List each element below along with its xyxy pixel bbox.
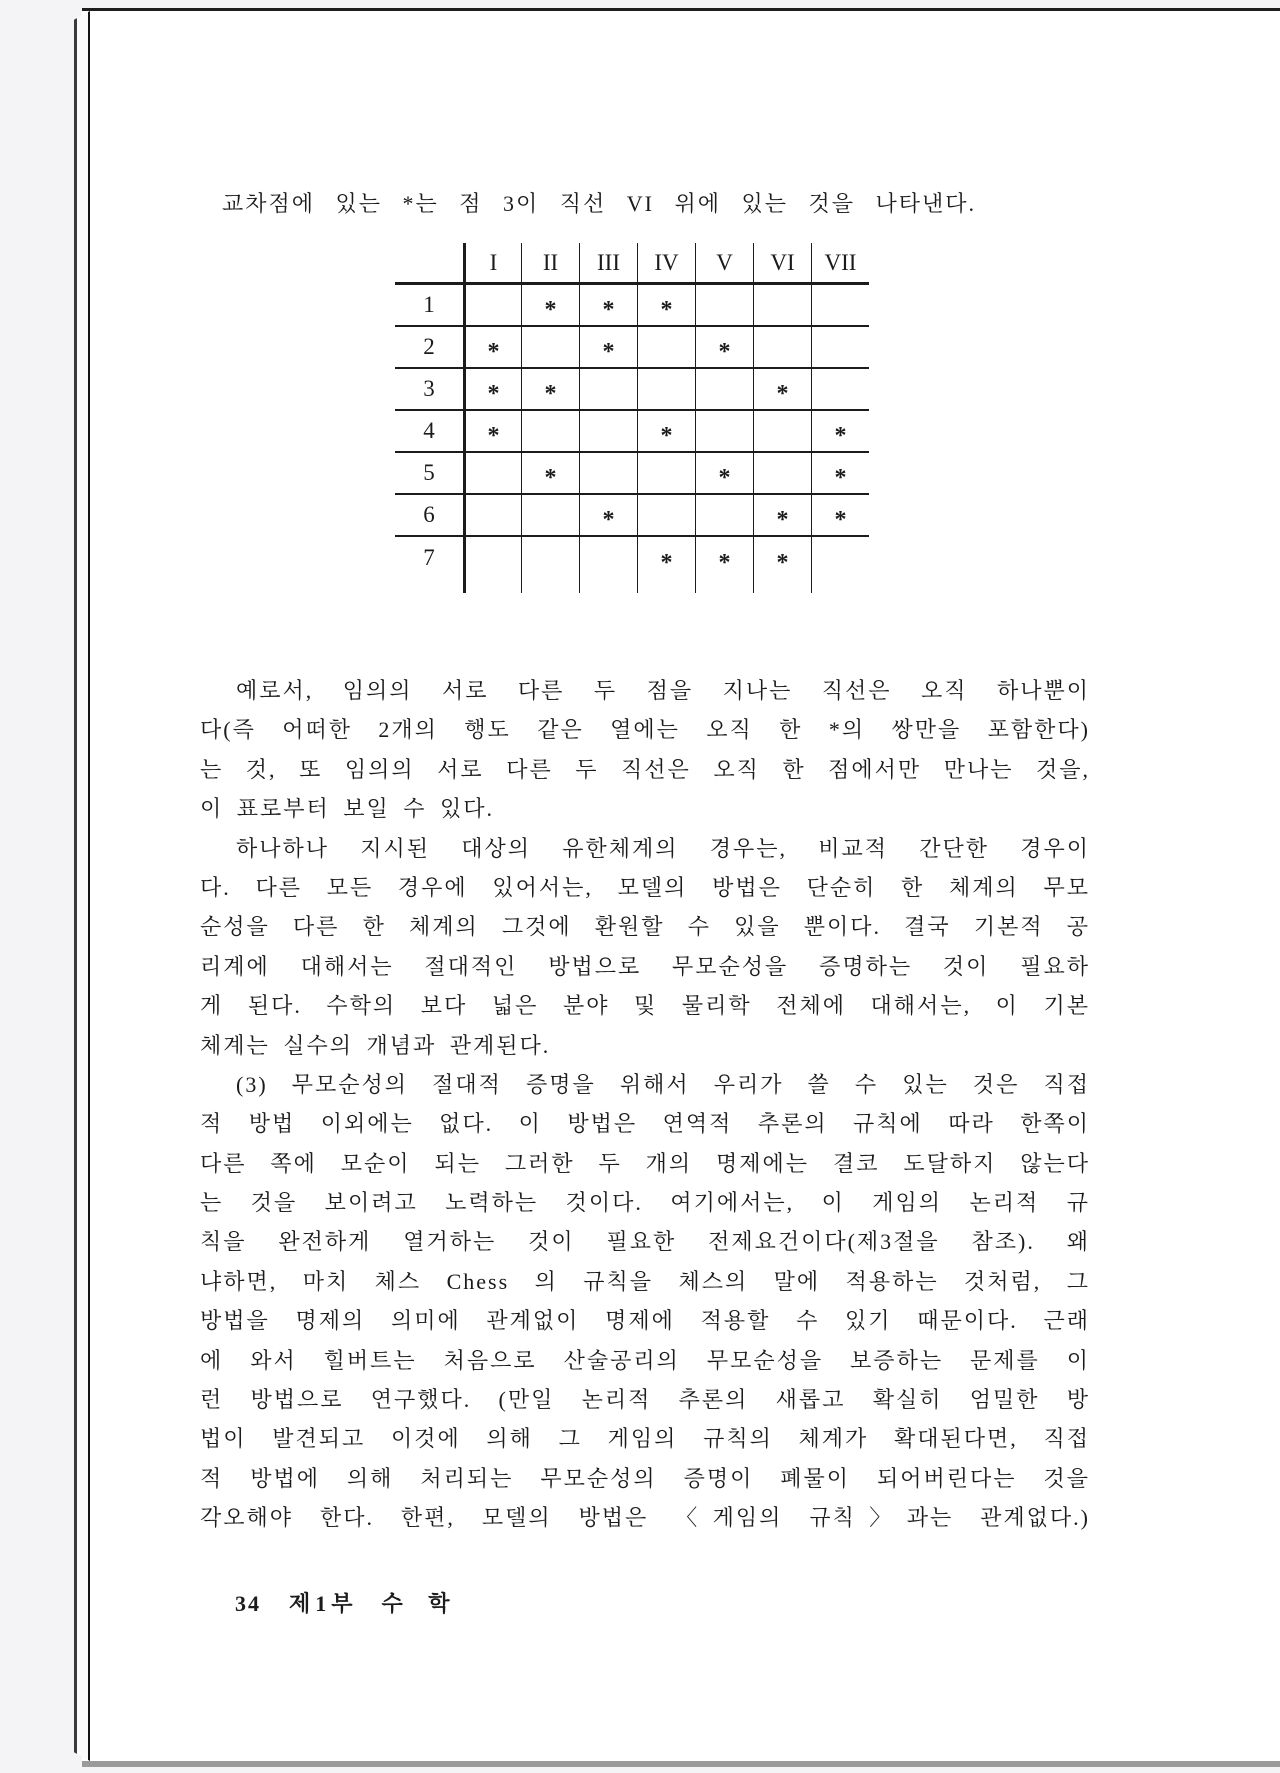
text-line: 순성을 다른 한 체계의 그것에 환원할 수 있을 뿐이다. 결국 기본적 공 [200,914,1090,940]
table-cell: * [753,369,811,411]
text-line: 적 방법 이외에는 없다. 이 방법은 연역적 추론의 규칙에 따라 한쪽이 [200,1111,1090,1137]
table-cell [521,537,579,579]
page-number: 34 [235,1591,261,1616]
table-column-header: IV [637,243,695,285]
table-row-label: 5 [395,453,463,495]
table-cell [463,285,521,327]
table-column-header: II [521,243,579,285]
text-line: 칙을 완전하게 열거하는 것이 필요한 전제요건이다(제3절을 참조). 왜 [200,1229,1090,1255]
table-cell [521,327,579,369]
table-cell [695,495,753,537]
table-cell [695,285,753,327]
table-cell: * [637,285,695,327]
table-cell [811,369,869,411]
text-line: 하나하나 지시된 대상의 유한체계의 경우는, 비교적 간단한 경우이 [236,835,1090,861]
table-rule-stub [811,579,869,593]
table-rule-stub [395,579,463,593]
body-text [200,671,1090,1538]
table-cell [753,453,811,495]
table-cell [637,453,695,495]
text-line: 법이 발견되고 이것에 의해 그 게임의 규칙의 체계가 확대된다면, 직접 [200,1426,1090,1452]
table-cell [521,495,579,537]
text-line: 체계는 실수의 개념과 관계된다. [200,1032,551,1058]
text-line: 다른 쪽에 모순이 되는 그러한 두 개의 명제에는 결코 도달하지 않는다 [200,1150,1090,1176]
table-cell [753,285,811,327]
footer-title: 수 학 [381,1591,460,1616]
table-cell: * [753,537,811,579]
text-line: 방법을 명제의 의미에 관계없이 명제에 적용할 수 있기 때문이다. 근래 [200,1308,1090,1334]
table-cell: * [811,495,869,537]
table-cell [579,453,637,495]
table-column-header: III [579,243,637,285]
table-rule-stub [753,579,811,593]
table-cell: * [695,537,753,579]
incidence-table [395,243,869,593]
table-cell [811,285,869,327]
text-line: 는 것을 보이려고 노력하는 것이다. 여기에서는, 이 게임의 논리적 규 [200,1190,1090,1216]
text-line: 에 와서 힐버트는 처음으로 산술공리의 무모순성을 보증하는 문제를 이 [200,1347,1090,1373]
table-row-label: 1 [395,285,463,327]
table-cell: * [521,369,579,411]
book-page [82,8,1280,1767]
table-cell [695,411,753,453]
table-rule-stub [521,579,579,593]
text-line: 예로서, 임의의 서로 다른 두 점을 지나는 직선은 오직 하나뿐이 [236,678,1090,703]
table-rule-stub [637,579,695,593]
table-cell [463,453,521,495]
table-cell [637,369,695,411]
table-rule-stub [463,579,521,593]
table-row-label: 4 [395,411,463,453]
text-line: 다(즉 어떠한 2개의 행도 같은 열에는 오직 한 *의 쌍만을 포함한다) [200,717,1090,743]
table-cell: * [637,537,695,579]
table-cell: * [521,285,579,327]
table-cell: * [463,327,521,369]
table-cell: * [579,285,637,327]
text-line: 각오해야 한다. 한편, 모델의 방법은 〈게임의 규칙〉과는 관계없다.) [200,1505,1090,1531]
lead-sentence: 교차점에 있는 *는 점 3이 직선 VI 위에 있는 것을 나타낸다. [222,191,977,216]
text-line: 다. 다른 모든 경우에 있어서는, 모델의 방법은 단순히 한 체계의 무모 [200,874,1090,900]
text-line: 게 된다. 수학의 보다 넓은 분야 및 물리학 전체에 대해서는, 이 기본 [200,993,1090,1019]
table-rule-stub [579,579,637,593]
table-rule-stub [695,579,753,593]
table-column-header: I [463,243,521,285]
table-cell: * [695,453,753,495]
table-row-label: 7 [423,545,435,570]
table-column-header: V [695,243,753,285]
table-column-header: VI [753,243,811,285]
table-cell [695,369,753,411]
table-cell [521,411,579,453]
table-cell: * [579,327,637,369]
footer-section: 제1부 [289,1591,358,1616]
table-row-label: 2 [395,327,463,369]
table-cell: * [463,411,521,453]
table-row-label: 3 [395,369,463,411]
table-cell [637,327,695,369]
page-footer [235,1587,460,1618]
table-cell: * [695,327,753,369]
table-cell: * [753,495,811,537]
table-cell [463,537,521,579]
table-cell: * [521,453,579,495]
table-cell [753,411,811,453]
text-line: 리계에 대해서는 절대적인 방법으로 무모순성을 증명하는 것이 필요하 [200,953,1090,979]
table-cell [579,369,637,411]
table-cell: * [637,411,695,453]
text-line: 적 방법에 의해 처리되는 무모순성의 증명이 폐물이 되어버린다는 것을 [200,1465,1090,1491]
table-cell [753,327,811,369]
table-cell: * [811,411,869,453]
page-spine-edge [74,11,90,1761]
table-cell [811,327,869,369]
text-line: (3) 무모순성의 절대적 증명을 위해서 우리가 쓸 수 있는 것은 직접 [236,1071,1090,1097]
table-cell [637,495,695,537]
table-cell: * [463,369,521,411]
table-corner-cell [395,243,463,285]
table-cell [579,537,637,579]
table-cell: * [811,453,869,495]
text-line: 냐하면, 마치 체스 Chess 의 규칙을 체스의 말에 적용하는 것처럼, 그 [200,1268,1090,1294]
table-cell [463,495,521,537]
text-line: 런 방법으로 연구했다. (만일 논리적 추론의 새롭고 확실히 엄밀한 방 [200,1387,1090,1413]
table-cell [579,411,637,453]
text-line: 이 표로부터 보일 수 있다. [200,796,495,822]
table-cell: * [579,495,637,537]
table-cell [811,537,869,579]
table-row-label: 6 [395,495,463,537]
table-column-header: VII [811,243,869,285]
text-line: 는 것, 또 임의의 서로 다른 두 직선은 오직 한 점에서만 만나는 것을, [200,756,1090,782]
